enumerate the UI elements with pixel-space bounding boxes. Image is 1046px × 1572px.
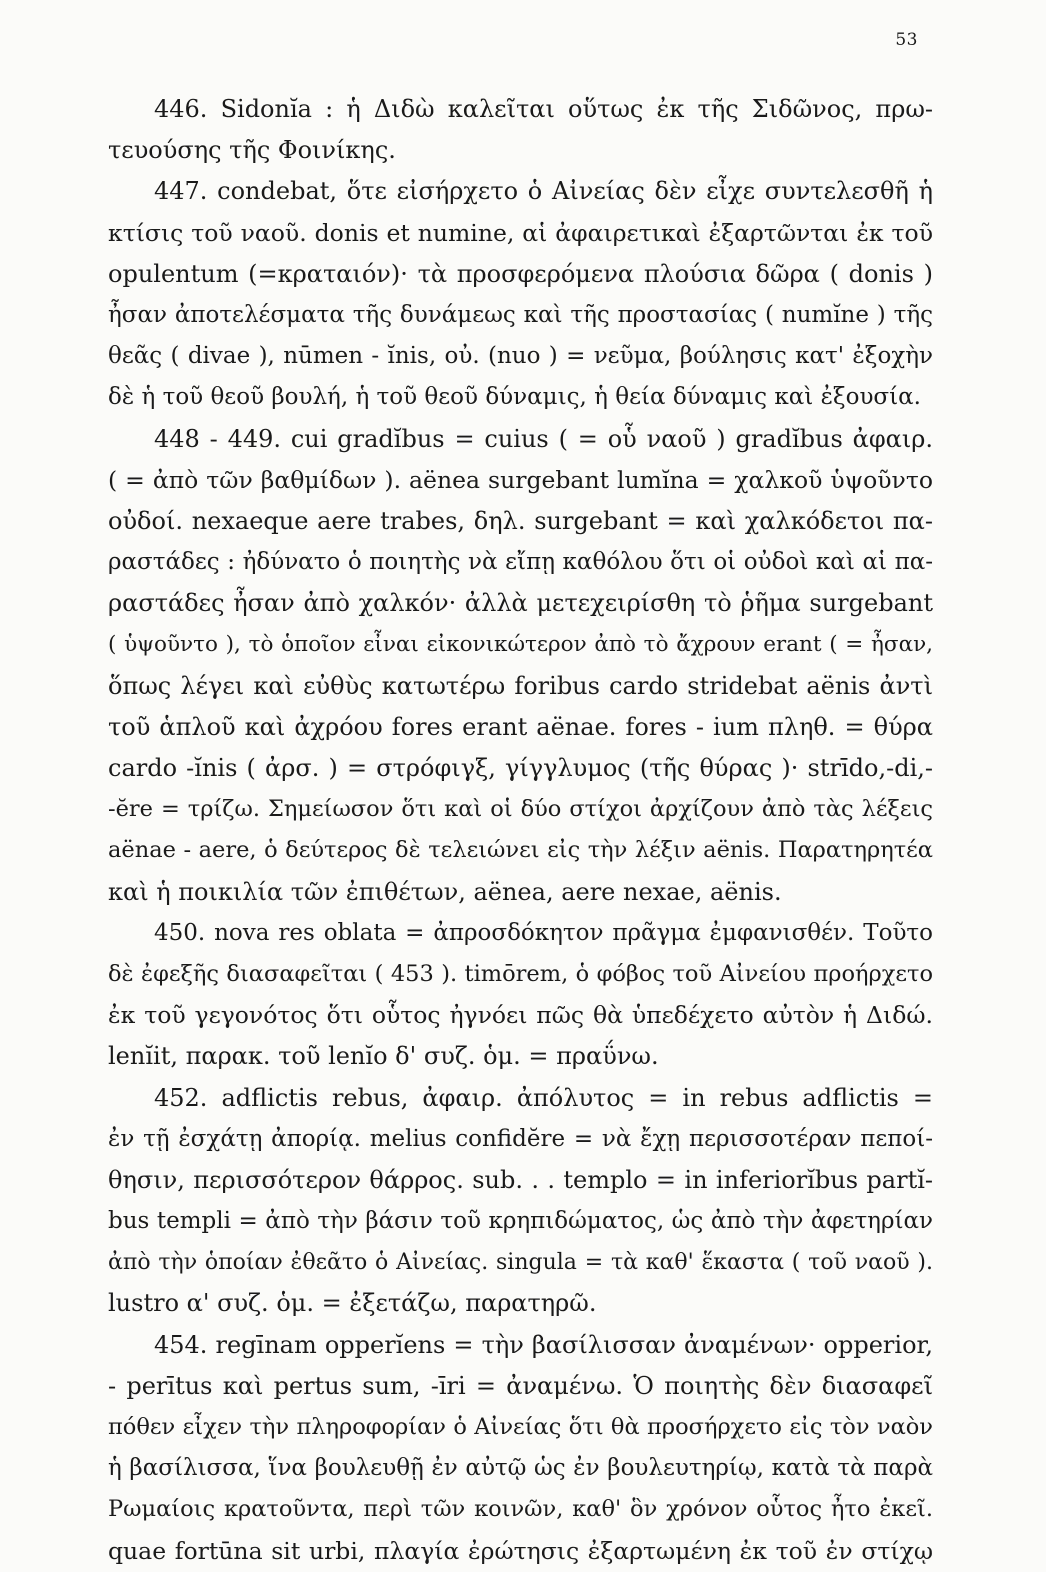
text-line: - perītus καὶ pertus sum, -īri = ἀναμένω. Ὁ ποιητὴς δὲν διασαφεῖ bbox=[108, 1371, 933, 1400]
text-line: 446. Sidonĭa : ἡ Διδὼ καλεῖται οὕτως ἐκ τῆς Σιδῶνος, πρω- bbox=[154, 95, 933, 123]
text-line: ἐκ τοῦ γεγονότος ὅτι οὗτος ἠγνόει πῶς θὰ ὑπεδέχετο αὐτὸν ἡ Διδώ. bbox=[108, 1001, 933, 1030]
text-line: τοῦ ἁπλοῦ καὶ ἀχρόου fores erant aënae. fores - ium πληθ. = θύρα bbox=[108, 712, 933, 741]
text-line: ὅπως λέγει καὶ εὐθὺς κατωτέρω foribus cardo stridebat aënis ἀντὶ bbox=[108, 671, 933, 700]
text-line: θησιν, περισσότερον θάρρος. sub. . . templo = in inferiorĭbus partĭ- bbox=[108, 1165, 933, 1194]
text-line: ραστάδες ἦσαν ἀπὸ χαλκόν· ἀλλὰ μετεχειρίσθη τὸ ῥῆμα surgebant bbox=[108, 589, 933, 618]
text-line: ἦσαν ἀποτελέσματα τῆς δυνάμεως καὶ τῆς προστασίας ( numĭne ) τῆς bbox=[108, 301, 933, 328]
text-line: quae fortūna sit urbi, πλαγία ἐρώτησις ἐξαρτωμένη ἐκ τοῦ ἐν στίχῳ bbox=[108, 1536, 933, 1565]
text-line: κτίσις τοῦ ναοῦ. donis et numine, αἱ ἀφαιρετικαὶ ἐξαρτῶνται ἐκ τοῦ bbox=[108, 218, 933, 247]
text-line: δὲ ἐφεξῆς διασαφεῖται ( 453 ). timōrem, ὁ φόβος τοῦ Αἰνείου προήρχετο bbox=[108, 960, 933, 987]
text-line: τευούσης τῆς Φοινίκης. bbox=[108, 136, 396, 165]
text-line: ( ὑψοῦντο ), τὸ ὁποῖον εἶναι εἰκονικώτερον ἀπὸ τὸ ἄχρουν erant ( = ἦσαν, bbox=[108, 632, 933, 658]
text-line: 450. nova res oblata = ἀπροσδόκητον πρᾶγμα ἐμφανισθέν. Τοῦτο bbox=[154, 919, 933, 946]
page-number: 53 bbox=[895, 30, 918, 50]
text-line: Ρωμαίοις κρατοῦντα, περὶ τῶν κοινῶν, καθ' ὃν χρόνον οὗτος ἦτο ἐκεῖ. bbox=[108, 1496, 933, 1523]
text-line: καὶ ἡ ποικιλία τῶν ἐπιθέτων, aënea, aere nexae, aënis. bbox=[108, 877, 782, 906]
text-line: aënae - aere, ὁ δεύτερος δὲ τελειώνει εἰς τὴν λέξιν aënis. Παρατηρητέα bbox=[108, 837, 933, 864]
text-line: cardo -ĭnis ( ἀρσ. ) = στρόφιγξ, γίγγλυμος (τῆς θύρας )· strīdo,-di,- bbox=[108, 754, 933, 782]
commentary-text bbox=[108, 89, 933, 1572]
text-line: ραστάδες : ἠδύνατο ὁ ποιητὴς νὰ εἴπῃ καθόλου ὅτι οἱ οὐδοὶ καὶ αἱ πα- bbox=[108, 549, 933, 576]
text-line: lustro α' συζ. ὁμ. = ἐξετάζω, παρατηρῶ. bbox=[108, 1289, 597, 1318]
text-line: 454. regīnam opperĭens = τὴν βασίλισσαν ἀναμένων· opperior, bbox=[154, 1330, 933, 1359]
text-line: bus templi = ἀπὸ τὴν βάσιν τοῦ κρηπιδώματος, ὡς ἀπὸ τὴν ἀφετηρίαν bbox=[108, 1208, 933, 1235]
text-line: 452. adflictis rebus, ἀφαιρ. ἀπόλυτος = in rebus adflictis = bbox=[154, 1083, 933, 1112]
text-line: ἐν τῇ ἐσχάτῃ ἀπορίᾳ. melius confidĕre = νὰ ἔχῃ περισσοτέραν πεποί- bbox=[108, 1125, 933, 1152]
text-line: ( = ἀπὸ τῶν βαθμίδων ). aënea surgebant lumĭna = χαλκοῦ ὑψοῦντο bbox=[108, 465, 933, 494]
text-line: 448 - 449. cui gradĭbus = cuius ( = οὗ ναοῦ ) gradĭbus ἀφαιρ. bbox=[154, 424, 933, 453]
text-line: ἀπὸ τὴν ὁποίαν ἐθεᾶτο ὁ Αἰνείας. singula = τὰ καθ' ἕκαστα ( τοῦ ναοῦ ). bbox=[108, 1250, 933, 1276]
text-line: πόθεν εἶχεν τὴν πληροφορίαν ὁ Αἰνείας ὅτι θὰ προσήρχετο εἰς τὸν ναὸν bbox=[108, 1414, 933, 1440]
text-line: opulentum (=κραταιόν)· τὰ προσφερόμενα πλούσια δῶρα ( donis ) bbox=[108, 259, 933, 288]
text-line: lenĭit, παρακ. τοῦ lenĭo δ' συζ. ὁμ. = πραΰνω. bbox=[108, 1042, 659, 1071]
text-line: 447. condebat, ὅτε εἰσήρχετο ὁ Αἰνείας δὲν εἶχε συντελεσθῆ ἡ bbox=[154, 177, 933, 206]
text-line: οὐδοί. nexaeque aere trabes, δηλ. surgebant = καὶ χαλκόδετοι πα- bbox=[108, 506, 933, 535]
text-line: θεᾶς ( divae ), nūmen - ĭnis, οὐ. (nuo ) = νεῦμα, βούλησις κατ' ἐξοχὴν bbox=[108, 343, 933, 370]
text-line: ἡ βασίλισσα, ἵνα βουλευθῇ ἐν αὐτῷ ὡς ἐν βουλευτηρίῳ, κατὰ τὰ παρὰ bbox=[108, 1455, 933, 1482]
text-line: δὲ ἡ τοῦ θεοῦ βουλή, ἡ τοῦ θεοῦ δύναμις, ἡ θεία δύναμις καὶ ἐξουσία. bbox=[108, 384, 921, 411]
text-line: -ĕre = τρίζω. Σημείωσον ὅτι καὶ οἱ δύο στίχοι ἀρχίζουν ἀπὸ τὰς λέξεις bbox=[108, 796, 933, 823]
